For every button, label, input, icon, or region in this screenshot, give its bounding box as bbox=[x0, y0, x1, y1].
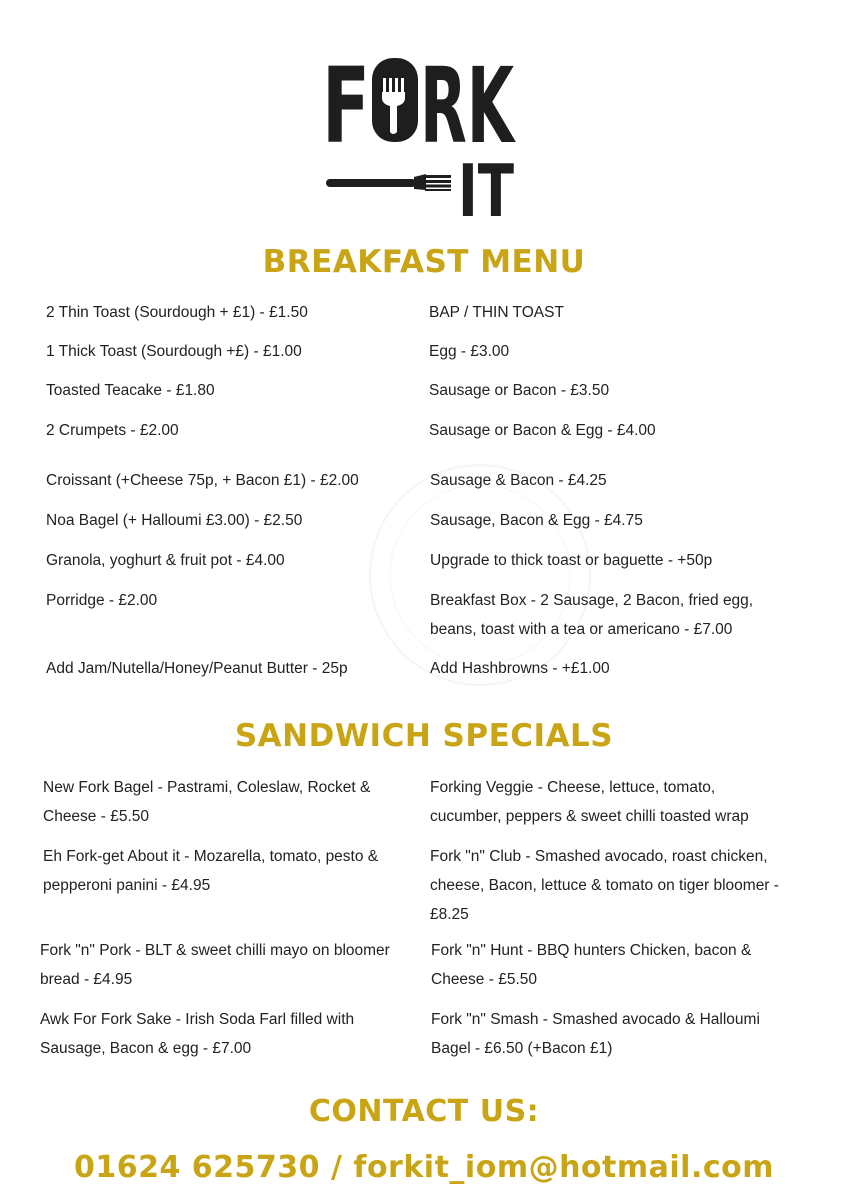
sandwich-item-new-fork-bagel: New Fork Bagel - Pastrami, Coleslaw, Rocket & Cheese - £5.50 bbox=[43, 779, 371, 825]
breakfast-item-breakfast-box: Breakfast Box - 2 Sausage, 2 Bacon, fried egg, beans, toast with a tea or americano - £7.00 bbox=[430, 592, 754, 638]
logo-letters-it: IT bbox=[458, 149, 514, 233]
breakfast-item-thin-toast: 2 Thin Toast (Sourdough + £1) - £1.50 bbox=[46, 304, 308, 321]
sandwich-item-forking-veggie: Forking Veggie - Cheese, lettuce, tomato, cucumber, peppers & sweet chilli toasted wrap bbox=[430, 779, 749, 825]
logo-letter-f: F bbox=[322, 45, 370, 167]
breakfast-item-sausage-bacon: Sausage & Bacon - £4.25 bbox=[430, 472, 607, 489]
sandwich-item-fork-n-club: Fork "n" Club - Smashed avocado, roast chicken, cheese, Bacon, lettuce & tomato on tiger bloomer - £8.25 bbox=[430, 848, 779, 923]
breakfast-item-add-spreads: Add Jam/Nutella/Honey/Peanut Butter - 25p bbox=[46, 660, 348, 677]
breakfast-bap-header: BAP / THIN TOAST bbox=[429, 304, 564, 321]
breakfast-item-thick-toast: 1 Thick Toast (Sourdough +£) - £1.00 bbox=[46, 343, 302, 360]
breakfast-item-upgrade: Upgrade to thick toast or baguette - +50p bbox=[430, 552, 713, 569]
sandwich-item-fork-n-hunt: Fork "n" Hunt - BBQ hunters Chicken, bacon & Cheese - £5.50 bbox=[431, 942, 752, 988]
sandwich-item-awk-for-fork-sake: Awk For Fork Sake - Irish Soda Farl filled with Sausage, Bacon & egg - £7.00 bbox=[40, 1011, 355, 1057]
breakfast-item-hashbrowns: Add Hashbrowns - +£1.00 bbox=[430, 660, 610, 677]
contact-phone-email: 01624 625730 / forkit_iom@hotmail.com bbox=[73, 1150, 775, 1185]
breakfast-item-croissant: Croissant (+Cheese 75p, + Bacon £1) - £2.00 bbox=[46, 472, 359, 489]
breakfast-item-sausage-or-bacon-egg: Sausage or Bacon & Egg - £4.00 bbox=[429, 422, 656, 439]
breakfast-item-egg: Egg - £3.00 bbox=[429, 343, 510, 360]
sandwich-item-fork-n-pork: Fork "n" Pork - BLT & sweet chilli mayo on bloomer bread - £4.95 bbox=[40, 942, 390, 988]
breakfast-item-porridge: Porridge - £2.00 bbox=[46, 592, 158, 609]
breakfast-item-crumpets: 2 Crumpets - £2.00 bbox=[46, 422, 179, 439]
sandwich-item-fork-n-smash: Fork "n" Smash - Smashed avocado & Halloumi Bagel - £6.50 (+Bacon £1) bbox=[431, 1011, 760, 1057]
logo-letters-rk: RK bbox=[420, 45, 517, 167]
logo-fork-o-icon bbox=[372, 58, 418, 142]
sandwich-specials-heading: SANDWICH SPECIALS bbox=[234, 718, 614, 754]
fork-it-logo bbox=[322, 45, 522, 233]
breakfast-item-sausage-bacon-egg: Sausage, Bacon & Egg - £4.75 bbox=[430, 512, 643, 529]
breakfast-menu-heading: BREAKFAST MENU bbox=[262, 244, 586, 280]
breakfast-item-sausage-or-bacon: Sausage or Bacon - £3.50 bbox=[429, 382, 610, 399]
logo-fork-icon bbox=[326, 174, 451, 191]
breakfast-item-teacake: Toasted Teacake - £1.80 bbox=[46, 382, 215, 399]
breakfast-item-granola: Granola, yoghurt & fruit pot - £4.00 bbox=[46, 552, 285, 569]
breakfast-item-bagel: Noa Bagel (+ Halloumi £3.00) - £2.50 bbox=[46, 512, 303, 529]
sandwich-item-eh-fork: Eh Fork-get About it - Mozarella, tomato, pesto & pepperoni panini - £4.95 bbox=[43, 848, 379, 894]
contact-heading: CONTACT US: bbox=[308, 1094, 540, 1129]
